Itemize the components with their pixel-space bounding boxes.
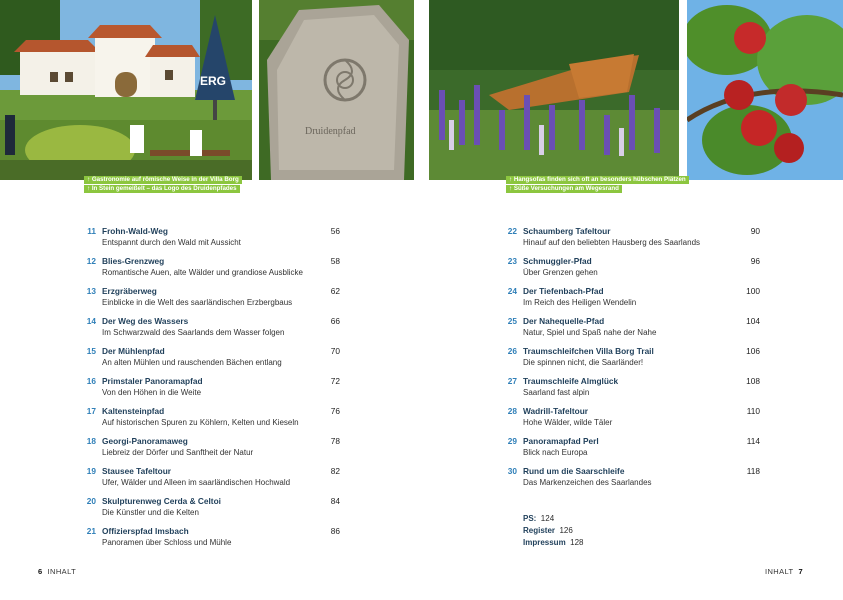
toc-page: 78: [330, 436, 340, 446]
toc-number: 29: [507, 436, 517, 446]
toc-number: 15: [86, 346, 96, 356]
photo-druid-stone: [259, 0, 414, 180]
toc-entry[interactable]: [505, 466, 761, 492]
caption-apples: ↑ Süße Versuchungen am Wegesrand: [506, 185, 622, 193]
toc-subtitle: Blick nach Europa: [523, 448, 588, 457]
toc-entry[interactable]: [84, 286, 340, 312]
toc-title: Primstaler Panoramapfad: [102, 376, 203, 386]
toc-entry[interactable]: [84, 436, 340, 462]
toc-entry[interactable]: [84, 226, 340, 252]
toc-page: 66: [330, 316, 340, 326]
footer-left: [38, 567, 76, 577]
toc-entry[interactable]: [84, 376, 340, 402]
toc-entry[interactable]: [84, 526, 340, 552]
caption-druid-stone: ↑ In Stein gemeißelt – das Logo des Druidenpfades: [84, 185, 240, 193]
photo-bench-lupines: [429, 0, 679, 180]
toc-entry[interactable]: [505, 286, 761, 312]
toc-title: Georgi-Panoramaweg: [102, 436, 188, 446]
toc-entry[interactable]: [505, 316, 761, 342]
toc-extra-page: 128: [570, 538, 584, 547]
footer-section: INHALT: [765, 567, 794, 576]
toc-page: 72: [330, 376, 340, 386]
toc-subtitle: Panoramen über Schloss und Mühle: [102, 538, 232, 547]
toc-page: 70: [330, 346, 340, 356]
toc-number: 16: [86, 376, 96, 386]
toc-title: Frohn-Wald-Weg: [102, 226, 168, 236]
toc-number: 22: [507, 226, 517, 236]
photo-villa-borg: [0, 0, 252, 180]
toc-subtitle: Ufer, Wälder und Alleen im saarländischen Hochwald: [102, 478, 291, 487]
toc-title: Blies-Grenzweg: [102, 256, 165, 266]
toc-title: Erzgräberweg: [102, 286, 157, 296]
toc-extra-impressum[interactable]: [523, 537, 584, 549]
toc-entry[interactable]: [505, 436, 761, 462]
toc-entry[interactable]: [84, 406, 340, 432]
footer-section: INHALT: [47, 567, 77, 576]
toc-page: 86: [330, 526, 340, 536]
toc-number: 28: [507, 406, 517, 416]
toc-subtitle: Liebreiz der Dörfer und Sanftheit der Natur: [102, 448, 254, 457]
toc-subtitle: Hohe Wälder, wilde Täler: [523, 418, 613, 427]
toc-extra-page: 126: [559, 526, 573, 535]
toc-subtitle: Natur, Spiel und Spaß nahe der Nahe: [523, 328, 657, 337]
footer-right: [765, 567, 803, 577]
toc-page: 100: [746, 286, 760, 296]
toc-title: Traumschleife Almglück: [523, 376, 619, 386]
toc-page: 56: [330, 226, 340, 236]
toc-title: Wadrill-Tafeltour: [523, 406, 588, 416]
toc-extra-page: 124: [540, 514, 555, 523]
toc-subtitle: Das Markenzeichen des Saarlandes: [523, 478, 652, 487]
toc-number: 12: [86, 256, 96, 266]
footer-page-number: 6: [38, 567, 43, 576]
toc-entry[interactable]: [505, 406, 761, 432]
caption-villa-borg: ↑ Gastronomie auf römische Weise in der Villa Borg: [84, 176, 242, 184]
toc-title: Der Weg des Wassers: [102, 316, 189, 326]
toc-title: Der Mühlenpfad: [102, 346, 165, 356]
stone-inscription: Druidenpfad: [305, 126, 356, 137]
toc-entry[interactable]: [84, 256, 340, 282]
toc-page: 96: [750, 256, 760, 266]
toc-subtitle: Im Schwarzwald des Saarlands dem Wasser folgen: [102, 328, 285, 337]
toc-number: 11: [87, 226, 96, 236]
toc-extra-ps[interactable]: [523, 513, 554, 525]
toc-entry[interactable]: [84, 346, 340, 372]
umbrella-sign: ERG: [200, 74, 227, 88]
toc-number: 14: [86, 316, 96, 326]
toc-number: 24: [507, 286, 517, 296]
toc-subtitle: Auf historischen Spuren zu Köhlern, Kelten und Kieseln: [102, 418, 299, 427]
toc-number: 21: [86, 526, 96, 536]
toc-subtitle: Einblicke in die Welt des saarländischen Erzbergbaus: [102, 298, 293, 307]
toc-page: 62: [330, 286, 340, 296]
toc-page: 76: [330, 406, 340, 416]
toc-title: Kaltensteinpfad: [102, 406, 165, 416]
toc-subtitle: Im Reich des Heiligen Wendelin: [523, 298, 637, 307]
toc-page: 58: [330, 256, 340, 266]
photo-apples: [687, 0, 843, 180]
toc-title: Stausee Tafeltour: [102, 466, 172, 476]
toc-entry[interactable]: [84, 496, 340, 522]
toc-subtitle: Die Künstler und die Kelten: [102, 508, 199, 517]
toc-entry[interactable]: [505, 376, 761, 402]
toc-subtitle: Romantische Auen, alte Wälder und grandiose Ausblicke: [102, 268, 304, 277]
toc-title: Offizierspfad Imsbach: [102, 526, 189, 536]
toc-number: 20: [86, 496, 96, 506]
toc-title: Rund um die Saarschleife: [523, 466, 625, 476]
toc-number: 23: [507, 256, 517, 266]
toc-page: 108: [746, 376, 760, 386]
toc-subtitle: Entspannt durch den Wald mit Aussicht: [102, 238, 241, 247]
toc-extra-label: PS:: [523, 514, 537, 523]
toc-number: 26: [507, 346, 517, 356]
footer-page-number: 7: [798, 567, 804, 576]
toc-page: 90: [750, 226, 760, 236]
toc-number: 25: [507, 316, 517, 326]
toc-subtitle: Von den Höhen in die Weite: [102, 388, 202, 397]
toc-title: Schmuggler-Pfad: [523, 256, 592, 266]
toc-page: 114: [746, 436, 760, 446]
toc-entry[interactable]: [505, 346, 761, 372]
toc-page: 110: [746, 406, 760, 416]
toc-number: 19: [86, 466, 96, 476]
toc-title: Schaumberg Tafeltour: [523, 226, 611, 236]
toc-extra-label: Impressum: [523, 538, 566, 547]
toc-title: Skulpturenweg Cerda & Celtoi: [102, 496, 221, 506]
caption-bench: ↑ Hangsofas finden sich oft an besonders hübschen Plätzen: [506, 176, 689, 184]
toc-page: 84: [330, 496, 340, 506]
toc-subtitle: Die spinnen nicht, die Saarländer!: [523, 358, 644, 367]
toc-entry[interactable]: [84, 466, 340, 492]
toc-extra-label: Register: [523, 526, 556, 535]
toc-subtitle: An alten Mühlen und rauschenden Bächen entlang: [102, 358, 282, 367]
toc-title: Der Nahequelle-Pfad: [523, 316, 605, 326]
toc-entry[interactable]: [505, 226, 761, 252]
toc-number: 27: [507, 376, 517, 386]
toc-entry[interactable]: [505, 256, 761, 282]
toc-page: 106: [746, 346, 760, 356]
toc-number: 13: [86, 286, 96, 296]
toc-number: 30: [507, 466, 517, 476]
toc-number: 18: [86, 436, 96, 446]
toc-title: Traumschleifchen Villa Borg Trail: [523, 346, 654, 356]
toc-title: Panoramapfad Perl: [523, 436, 599, 446]
toc-page: 118: [746, 466, 760, 476]
toc-subtitle: Hinauf auf den beliebten Hausberg des Saarlands: [523, 238, 701, 247]
toc-title: Der Tiefenbach-Pfad: [523, 286, 604, 296]
toc-subtitle: Saarland fast alpin: [523, 388, 590, 397]
toc-page: 82: [330, 466, 340, 476]
toc-extra-register[interactable]: [523, 525, 573, 537]
toc-subtitle: Über Grenzen gehen: [523, 268, 598, 277]
toc-entry[interactable]: [84, 316, 340, 342]
toc-page: 104: [746, 316, 760, 326]
toc-number: 17: [86, 406, 96, 416]
